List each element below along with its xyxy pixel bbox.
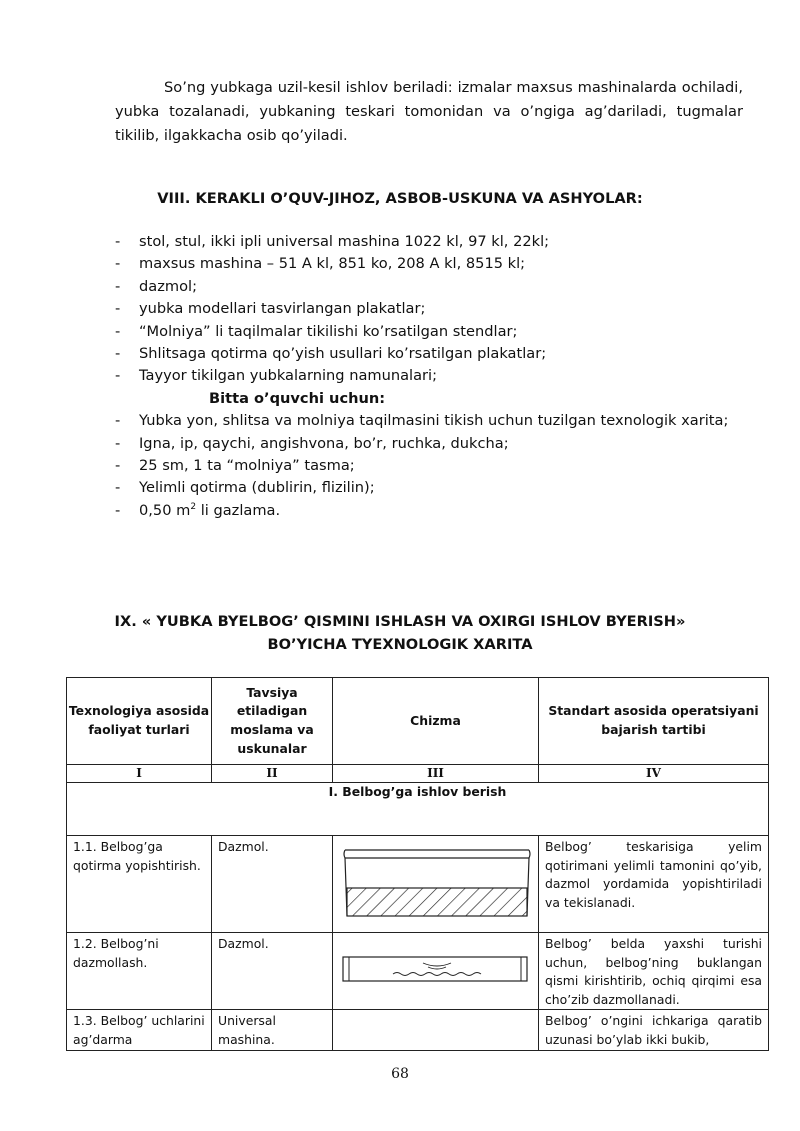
drawing-cell [333, 933, 539, 1010]
equipment-list [115, 231, 743, 522]
ironing-drawing [333, 933, 539, 1007]
procedure-cell: Belbog’ o’ngini ichkariga qaratib uzunasi bo’ylab ikki bukib, [545, 1013, 762, 1047]
column-number-row [67, 765, 769, 783]
list-item: - dazmol; [115, 276, 743, 298]
drawing-cell [333, 1010, 539, 1050]
per-student-heading: Bitta o’quvchi uchun: [209, 389, 386, 407]
list-item: - 25 sm, 1 ta “molniya” tasma; [115, 455, 743, 477]
equipment-cell: Universal mashina. [218, 1013, 276, 1047]
procedure-cell: Belbog’ teskarisiga yelim qotirimani yelimli tamonini qo’yib, dazmol yordamida yopishtiriladi va tekislanadi. [545, 839, 762, 910]
superscript: 2 [190, 502, 197, 513]
list-item: - Shlitsaga qotirma qo’yish usullari ko’rsatilgan plakatlar; [115, 343, 743, 365]
section-9-heading [60, 610, 740, 656]
list-item: - Yelimli qotirma (dublirin, flizilin); [115, 477, 743, 499]
column-number: III [333, 765, 539, 783]
page-number: 68 [391, 1066, 409, 1082]
section-title: I. Belbog’ga ishlov berish [67, 783, 769, 836]
section-9-heading-line-2: BO’YICHA TYEXNOLOGIK XARITA [267, 636, 533, 653]
column-number: IV [539, 765, 769, 783]
list-item: - Igna, ip, qaychi, angishvona, bo’r, ruchka, dukcha; [115, 433, 743, 455]
list-item: - yubka modellari tasvirlangan plakatlar; [115, 298, 743, 320]
section-8-heading: VIII. KERAKLI O’QUV-JIHOZ, ASBOB-USKUNA VA ASHYOLAR: [157, 190, 643, 207]
column-header: Standart asosida operatsiyani bajarish tartibi [539, 678, 769, 765]
activity-cell: 1.2. Belbog’ni dazmollash. [73, 936, 159, 970]
column-number: I [67, 765, 212, 783]
section-9-heading-line-1: IX. « YUBKA BYELBOG’ QISMINI ISHLASH VA OXIRGI ISHLOV BYERISH» [114, 613, 686, 630]
table-row [67, 1010, 769, 1050]
technology-map-table [66, 677, 769, 1051]
column-header: Tavsiya etiladigan moslama va uskunalar [212, 678, 333, 765]
column-header: Chizma [333, 678, 539, 765]
procedure-cell: Belbog’ belda yaxshi turishi uchun, belbog’ning buklangan qismi kirishtirib, ochiq qirqimi esa cho’zib dazmollanadi. [545, 936, 762, 1007]
list-item: - Yubka yon, shlitsa va molniya taqilmasini tikish uchun tuzilgan texnologik xarita; [115, 410, 743, 432]
fabric-amount: 0,50 m [139, 501, 191, 519]
column-number: II [212, 765, 333, 783]
activity-cell: 1.3. Belbog’ uchlarini ag’darma [73, 1013, 205, 1047]
activity-cell: 1.1. Belbog’ga qotirma yopishtirish. [73, 839, 201, 873]
section-row [67, 783, 769, 836]
list-item: - “Molniya” li taqilmalar tikilishi ko’rsatilgan stendlar; [115, 321, 743, 343]
table-row [67, 836, 769, 933]
list-item: - Tayyor tikilgan yubkalarning namunalari; [115, 365, 743, 387]
list-item-fabric [115, 500, 743, 522]
table-row [67, 933, 769, 1010]
equipment-cell: Dazmol. [218, 839, 269, 854]
interfacing-drawing [333, 836, 539, 932]
list-item: - maxsus mashina – 51 A kl, 851 ko, 208 A kl, 8515 kl; [115, 253, 743, 275]
table-header-row [67, 678, 769, 765]
fabric-suffix: li gazlama. [196, 501, 281, 519]
list-item: - stol, stul, ikki ipli universal mashina 1022 kl, 97 kl, 22kl; [115, 231, 743, 253]
intro-paragraph: So’ng yubkaga uzil-kesil ishlov beriladi: izmalar maxsus mashinalarda ochiladi, yubka tozalanadi, yubkaning teskari tomonidan va o’ngiga ag’dariladi, tugmalar tikilib, ilgakkacha osib qo’yiladi. [115, 79, 743, 144]
equipment-cell: Dazmol. [218, 936, 269, 951]
drawing-cell [333, 836, 539, 933]
column-header: Texnologiya asosida faoliyat turlari [67, 678, 212, 765]
